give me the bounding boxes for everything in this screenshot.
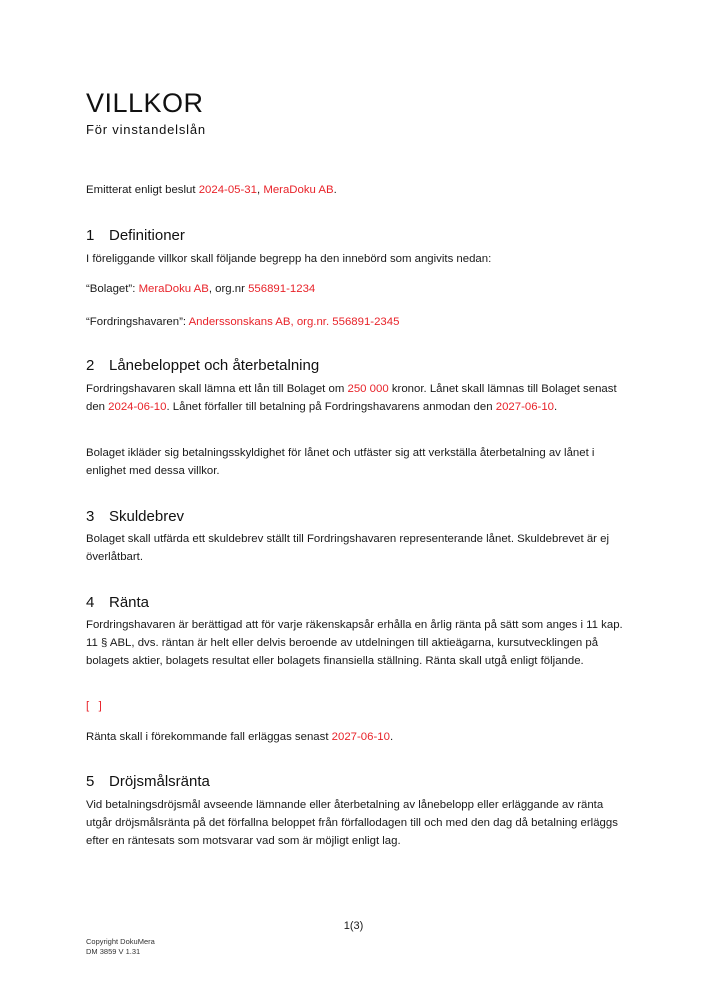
section-3-number: 3 bbox=[86, 508, 95, 525]
section-2-paragraph-1 bbox=[86, 380, 626, 416]
section-5-paragraph: Vid betalningsdröjsmål avseende lämnande eller återbetalning av lånebelopp eller erläggande av ränta utgår dröjsmålsränta på det förfallna beloppet från förfallodagen till och med den dag då betalning erläggs efter en räntesats som motsvarar vad som är möjligt enligt lag. bbox=[86, 799, 618, 847]
section-1-heading bbox=[86, 227, 185, 244]
section-4-heading bbox=[86, 594, 149, 611]
page-number: 1(3) bbox=[343, 920, 364, 932]
loan-date: 2024-06-10 bbox=[108, 401, 167, 413]
intro-issuer: MeraDoku AB bbox=[263, 184, 334, 196]
section-1-intro: I föreliggande villkor skall följande begrepp ha den innebörd som angivits nedan: bbox=[86, 253, 492, 265]
section-2-title: Lånebeloppet och återbetalning bbox=[109, 357, 320, 374]
s2-text-a: Fordringshavaren skall lämna ett lån till Bolaget om bbox=[86, 383, 348, 395]
interest-placeholder: [ ] bbox=[86, 700, 102, 712]
def1-label: “Bolaget”: bbox=[86, 283, 139, 295]
section-3-paragraph: Bolaget skall utfärda ett skuldebrev ställt till Fordringshavaren representerande lånet. Skuldebrevet är ej överlåtbart. bbox=[86, 533, 609, 563]
s4-text-b: . bbox=[389, 731, 394, 743]
definition-fordringshavaren bbox=[86, 313, 626, 331]
section-5-title: Dröjsmålsränta bbox=[109, 773, 210, 790]
section-4-paragraph-2 bbox=[86, 728, 626, 746]
definition-bolaget bbox=[86, 280, 626, 298]
def1-orgnr: 556891-1234 bbox=[248, 283, 316, 295]
def1-company: MeraDoku AB bbox=[138, 283, 209, 295]
intro-paragraph bbox=[86, 181, 626, 199]
section-3-title: Skuldebrev bbox=[109, 508, 185, 525]
section-2-paragraph-2: Bolaget ikläder sig betalningsskyldighet för lånet och utfäster sig att verkställa återbetalning av lånet i enlighet med dessa villkor. bbox=[86, 447, 595, 477]
s2-text-b: kronor. Lånet skall lämnas till Bolaget senast den bbox=[86, 383, 617, 413]
s2-text-c: . Lånet förfaller till betalning på Fordringshavarens anmodan den bbox=[166, 401, 496, 413]
def2-value: Anderssonskans AB, org.nr. 556891-2345 bbox=[188, 316, 400, 328]
document-title: VILLKOR bbox=[86, 88, 204, 118]
s4-text-a: Ränta skall i förekommande fall erläggas senast bbox=[86, 731, 332, 743]
footer-copyright: Copyright DokuMera bbox=[86, 937, 155, 946]
section-3-heading bbox=[86, 508, 184, 525]
section-4-title: Ränta bbox=[109, 594, 150, 611]
def2-label: “Fordringshavaren”: bbox=[86, 316, 189, 328]
intro-text: Emitterat enligt beslut bbox=[86, 184, 199, 196]
section-2-heading bbox=[86, 357, 319, 374]
document-subtitle: För vinstandelslån bbox=[86, 122, 206, 137]
intro-end: . bbox=[333, 184, 337, 196]
footer-version: DM 3859 V 1.31 bbox=[86, 947, 141, 956]
intro-sep: , bbox=[256, 184, 264, 196]
section-2-number: 2 bbox=[86, 357, 95, 374]
def1-orgtext: , org.nr bbox=[208, 283, 249, 295]
section-5-heading bbox=[86, 773, 210, 790]
section-5-number: 5 bbox=[86, 773, 95, 790]
s2-text-d: . bbox=[554, 401, 558, 413]
intro-date: 2024-05-31 bbox=[198, 184, 257, 196]
loan-amount: 250 000 bbox=[347, 383, 389, 395]
section-1-title: Definitioner bbox=[109, 227, 185, 244]
section-4-number: 4 bbox=[86, 594, 95, 611]
section-4-paragraph-1: Fordringshavaren är berättigad att för varje räkenskapsår erhålla en årlig ränta på sätt som anges i 11 kap. 11 § ABL, dvs. räntan är helt eller delvis beroende av utdelningen till aktieägarna, kursutvecklingen på bolagets aktier, bolagets resultat eller bolagets finansiella ställning. Ränta skall utgå enligt följande. bbox=[86, 619, 623, 667]
maturity-date: 2027-06-10 bbox=[495, 401, 555, 413]
section-1-number: 1 bbox=[86, 227, 95, 244]
interest-due-date: 2027-06-10 bbox=[331, 731, 390, 743]
